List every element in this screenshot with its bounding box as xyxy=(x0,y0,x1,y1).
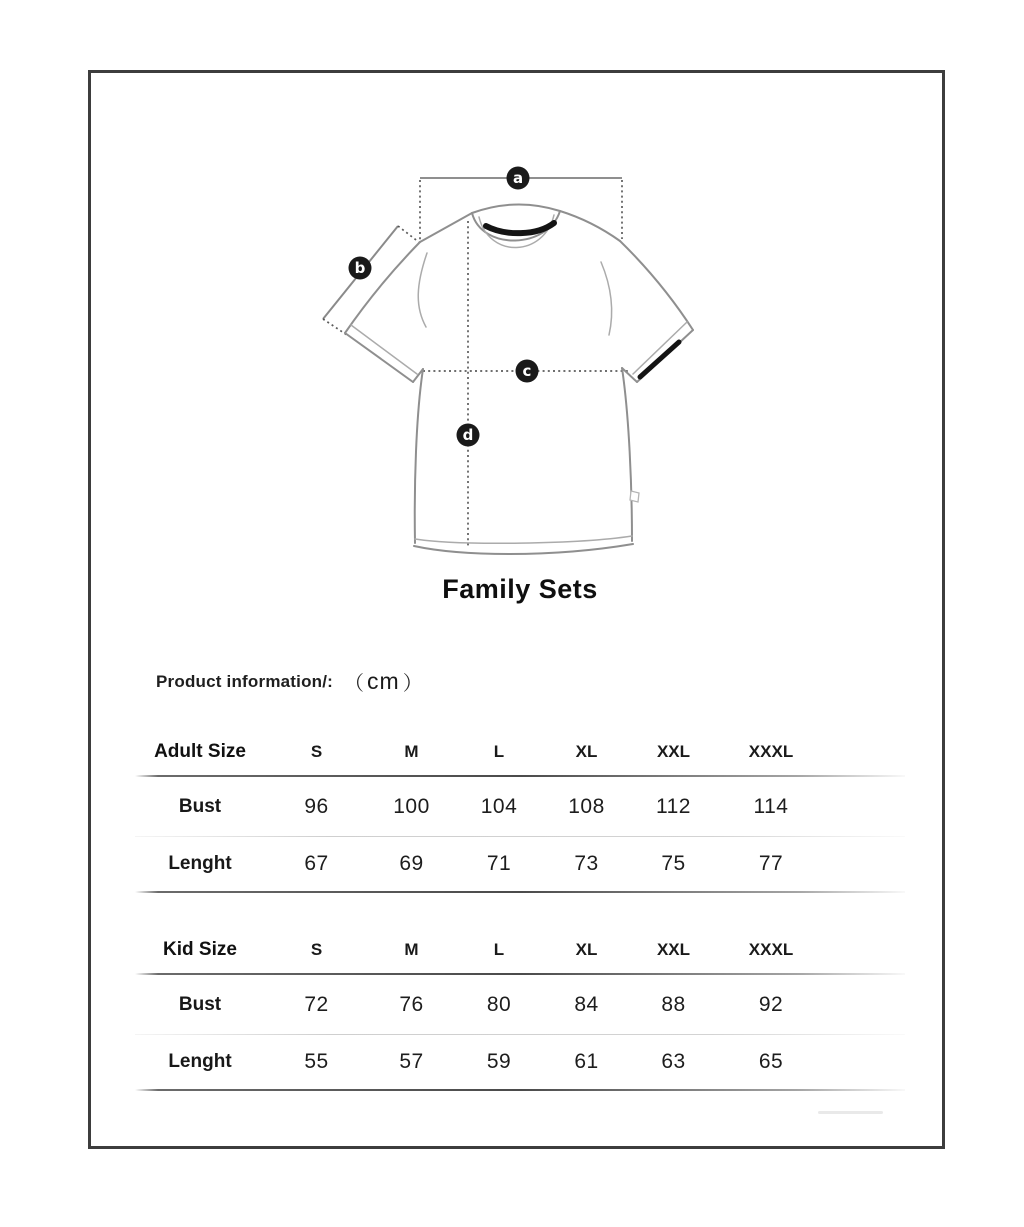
value-cell: 69 xyxy=(399,852,424,875)
adult-bust-row xyxy=(135,777,905,836)
adult-header-row xyxy=(135,729,905,775)
marker-a-letter: a xyxy=(512,169,524,187)
value-cell: 84 xyxy=(574,992,599,1016)
unit-paren-close: ） xyxy=(402,673,423,695)
value-cell: 92 xyxy=(758,992,784,1016)
value-cell: 59 xyxy=(486,1050,512,1073)
value-cell: 63 xyxy=(661,1050,686,1073)
value-cell: 72 xyxy=(304,992,329,1016)
marker-c-letter: c xyxy=(522,362,532,380)
value-cell: 55 xyxy=(304,1050,329,1073)
marker-c xyxy=(516,360,539,383)
divider xyxy=(135,1089,905,1091)
product-info-label: Product information/: xyxy=(156,671,334,691)
adult-length-row xyxy=(135,837,905,891)
value-cell: 65 xyxy=(758,1050,784,1073)
side-tag xyxy=(630,491,639,502)
measure-b-lines xyxy=(323,226,420,335)
kid-header-label: Kid Size xyxy=(163,939,237,960)
kid-bust-row xyxy=(135,975,905,1034)
size-col-l: L xyxy=(493,742,505,761)
size-col-s: S xyxy=(310,742,323,761)
value-cell: 88 xyxy=(661,992,686,1016)
value-cell: 71 xyxy=(486,852,512,875)
marker-a xyxy=(507,167,530,190)
divider xyxy=(135,891,905,893)
value-cell: 77 xyxy=(758,852,784,875)
value-cell: 100 xyxy=(393,794,430,818)
value-cell: 76 xyxy=(399,992,424,1016)
unit-cm: cm xyxy=(367,668,400,694)
product-info-line xyxy=(156,667,426,696)
marker-b-letter: b xyxy=(354,259,366,277)
marker-d xyxy=(457,424,480,447)
value-cell: 96 xyxy=(304,794,329,818)
kid-size-table xyxy=(135,927,905,1091)
size-col-xxxl: XXXL xyxy=(748,742,794,761)
row-label-length: Lenght xyxy=(168,853,232,874)
diagram-caption: Family Sets xyxy=(442,574,598,604)
value-cell: 57 xyxy=(399,1050,424,1073)
adult-header-label: Adult Size xyxy=(154,741,246,762)
size-col-xxxl: XXXL xyxy=(748,940,794,959)
row-label-bust: Bust xyxy=(178,795,222,817)
value-cell: 61 xyxy=(574,1050,599,1073)
marker-d-letter: d xyxy=(462,426,474,444)
unit-paren-open: （ xyxy=(344,673,365,695)
size-col-m: M xyxy=(404,742,419,761)
size-col-xl: XL xyxy=(575,940,598,959)
tshirt-black-accents xyxy=(486,223,679,377)
value-cell: 73 xyxy=(574,852,599,875)
tshirt-line-art xyxy=(310,155,710,565)
value-cell: 104 xyxy=(480,794,518,818)
size-col-s: S xyxy=(310,940,323,959)
kid-length-row xyxy=(135,1035,905,1089)
value-cell: 108 xyxy=(568,794,605,818)
size-col-m: M xyxy=(404,940,419,959)
value-cell: 67 xyxy=(304,852,329,875)
value-cell: 80 xyxy=(486,992,512,1016)
size-col-xxl: XXL xyxy=(656,940,691,959)
size-col-xl: XL xyxy=(575,742,598,761)
scan-artifact xyxy=(818,1111,883,1114)
value-cell: 112 xyxy=(656,794,691,818)
kid-header-row xyxy=(135,927,905,973)
row-label-bust: Bust xyxy=(178,993,222,1015)
size-col-l: L xyxy=(493,940,505,959)
value-cell: 114 xyxy=(753,794,789,818)
size-col-xxl: XXL xyxy=(656,742,691,761)
adult-size-table xyxy=(135,729,905,893)
value-cell: 75 xyxy=(661,852,686,875)
row-label-length: Lenght xyxy=(168,1051,232,1072)
marker-b xyxy=(349,257,372,280)
